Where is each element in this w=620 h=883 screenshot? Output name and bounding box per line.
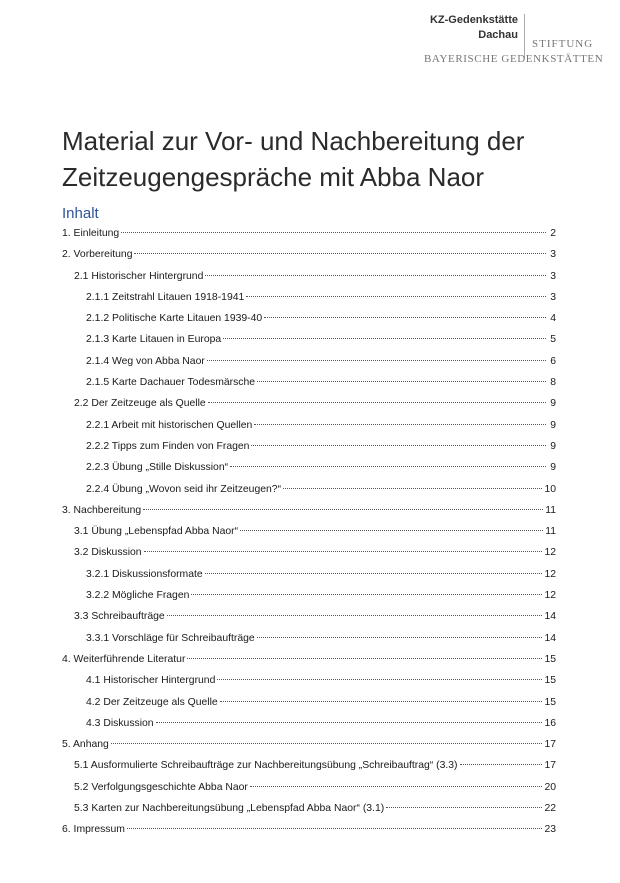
toc-entry[interactable]	[62, 308, 556, 329]
toc-entry[interactable]	[62, 606, 556, 627]
toc-leader	[250, 786, 543, 787]
toc-entry[interactable]	[62, 819, 556, 840]
toc-leader	[283, 488, 542, 489]
toc-entry[interactable]	[62, 777, 556, 798]
toc-entry-page: 20	[544, 781, 556, 793]
toc-entry[interactable]	[62, 734, 556, 755]
toc-entry-label: 2.2.1 Arbeit mit historischen Quellen	[86, 419, 253, 431]
toc-entry-page: 10	[544, 483, 556, 495]
toc-entry-label: 2.2.3 Übung „Stille Diskussion“	[86, 462, 229, 474]
toc-entry-page: 11	[545, 526, 556, 538]
toc-entry-page: 3	[550, 270, 556, 282]
toc-entry-label: 2.1.5 Karte Dachauer Todesmärsche	[86, 377, 256, 389]
toc-leader	[217, 679, 542, 680]
toc-entry-label: 3.3 Schreibaufträge	[74, 611, 165, 623]
toc-leader	[254, 424, 546, 425]
toc-entry-label: 4.1 Historischer Hintergrund	[86, 675, 216, 687]
toc-entry-page: 14	[544, 611, 556, 623]
toc-entry-page: 2	[550, 228, 556, 239]
toc-leader	[121, 232, 546, 233]
toc-entry[interactable]	[62, 244, 556, 265]
toc-leader	[205, 275, 546, 276]
toc-entry-label: 3.2 Diskussion	[74, 547, 142, 559]
toc-entry-label: 3.3.1 Vorschläge für Schreibaufträge	[86, 632, 255, 644]
toc-entry-page: 5	[550, 334, 556, 346]
logo-line-2: Dachau	[478, 29, 518, 41]
toc-leader	[257, 381, 546, 382]
toc-entry-label: 2. Vorbereitung	[62, 249, 133, 261]
toc-entry-label: 2.2.4 Übung „Wovon seid ihr Zeitzeugen?“	[86, 483, 282, 495]
toc-leader	[251, 445, 546, 446]
toc-entry-label: 4. Weiterführende Literatur	[62, 653, 186, 665]
toc-entry[interactable]	[62, 393, 556, 414]
toc-leader	[205, 573, 543, 574]
toc-leader	[240, 530, 543, 531]
toc-entry[interactable]	[62, 798, 556, 819]
toc-leader	[144, 551, 543, 552]
toc-leader	[220, 701, 543, 702]
toc-entry[interactable]	[62, 436, 556, 457]
logo-foundation-name: BAYERISCHE GEDENKSTÄTTEN	[424, 53, 604, 65]
toc-leader	[187, 658, 542, 659]
toc-entry-page: 6	[550, 355, 556, 367]
logo-divider	[524, 14, 525, 58]
toc-entry[interactable]	[62, 266, 556, 287]
toc-entry-page: 12	[544, 568, 556, 580]
toc-entry-label: 5.2 Verfolgungsgeschichte Abba Naor	[74, 781, 248, 793]
toc-entry-label: 3. Nachbereitung	[62, 504, 142, 516]
toc-entry-page: 3	[550, 291, 556, 303]
toc-entry-label: 1. Einleitung	[62, 228, 120, 239]
toc-entry-page: 12	[544, 590, 556, 602]
logo-line-1: KZ-Gedenkstätte	[429, 14, 518, 26]
toc-entry-label: 5.1 Ausformulierte Schreibaufträge zur Nachbereitungsübung „Schreibauftrag“ (3.3)	[74, 760, 458, 772]
toc-entry[interactable]	[62, 649, 556, 670]
toc-entry-page: 9	[550, 462, 556, 474]
toc-entry-label: 2.1.1 Zeitstrahl Litauen 1918-1941	[86, 291, 245, 303]
toc-entry[interactable]	[62, 415, 556, 436]
toc-leader	[167, 615, 543, 616]
toc-entry[interactable]	[62, 670, 556, 691]
toc-entry-label: 2.2.2 Tipps zum Finden von Fragen	[86, 440, 250, 452]
toc-entry-page: 14	[544, 632, 556, 644]
toc-entry[interactable]	[62, 542, 556, 563]
toc-entry[interactable]	[62, 329, 556, 350]
toc-leader	[264, 317, 546, 318]
toc-entry-label: 4.2 Der Zeitzeuge als Quelle	[86, 696, 218, 708]
toc-leader	[208, 402, 546, 403]
toc-heading: Inhalt	[62, 205, 99, 222]
toc-entry-label: 4.3 Diskussion	[86, 717, 154, 729]
toc-entry[interactable]	[62, 479, 556, 500]
toc-leader	[386, 807, 542, 808]
toc-entry-page: 17	[544, 739, 556, 751]
toc-entry[interactable]	[62, 351, 556, 372]
toc-leader	[460, 764, 543, 765]
toc-entry[interactable]	[62, 457, 556, 478]
toc-entry[interactable]	[62, 585, 556, 606]
table-of-contents	[62, 223, 556, 841]
toc-entry-page: 4	[550, 313, 556, 325]
toc-entry-page: 15	[544, 696, 556, 708]
toc-leader	[156, 722, 543, 723]
logo-stiftung: STIFTUNG	[532, 38, 594, 50]
toc-leader	[246, 296, 546, 297]
toc-entry[interactable]	[62, 713, 556, 734]
toc-leader	[127, 828, 543, 829]
toc-entry-page: 9	[550, 440, 556, 452]
toc-leader	[134, 253, 546, 254]
toc-entry-page: 3	[550, 249, 556, 261]
toc-entry-label: 6. Impressum	[62, 824, 125, 836]
toc-entry[interactable]	[62, 372, 556, 393]
toc-entry-page: 15	[544, 653, 556, 665]
toc-leader	[230, 466, 546, 467]
toc-entry-page: 11	[545, 504, 556, 516]
toc-entry-label: 2.1.2 Politische Karte Litauen 1939-40	[86, 313, 263, 325]
toc-entry[interactable]	[62, 564, 556, 585]
toc-leader	[207, 360, 546, 361]
toc-entry[interactable]	[62, 287, 556, 308]
toc-entry-label: 5. Anhang	[62, 739, 109, 751]
document-title: Material zur Vor- und Nachbereitung der Zeitzeugengespräche mit Abba Naor	[62, 126, 525, 193]
toc-entry-page: 15	[544, 675, 556, 687]
toc-leader	[191, 594, 542, 595]
toc-entry-label: 2.2 Der Zeitzeuge als Quelle	[74, 398, 206, 410]
foundation-logo	[420, 12, 610, 72]
toc-entry-page: 8	[550, 377, 556, 389]
toc-entry-label: 2.1.4 Weg von Abba Naor	[86, 355, 205, 367]
toc-entry-label: 2.1.3 Karte Litauen in Europa	[86, 334, 222, 346]
toc-entry-page: 16	[544, 717, 556, 729]
toc-entry-page: 22	[544, 803, 556, 815]
toc-entry-page: 23	[544, 824, 556, 836]
toc-entry-label: 5.3 Karten zur Nachbereitungsübung „Lebenspfad Abba Naor“ (3.1)	[74, 803, 385, 815]
toc-entry[interactable]	[62, 692, 556, 713]
toc-entry-label: 3.1 Übung „Lebenspfad Abba Naor“	[74, 526, 239, 538]
toc-leader	[143, 509, 543, 510]
toc-entry[interactable]	[62, 521, 556, 542]
toc-entry-label: 2.1 Historischer Hintergrund	[74, 270, 204, 282]
toc-entry-page: 9	[550, 398, 556, 410]
toc-entry-label: 3.2.1 Diskussionsformate	[86, 568, 203, 580]
toc-entry[interactable]	[62, 500, 556, 521]
toc-entry[interactable]	[62, 223, 556, 244]
toc-leader	[257, 637, 543, 638]
toc-entry[interactable]	[62, 755, 556, 776]
toc-entry-label: 3.2.2 Mögliche Fragen	[86, 590, 190, 602]
toc-leader	[223, 338, 546, 339]
toc-entry[interactable]	[62, 628, 556, 649]
toc-leader	[111, 743, 543, 744]
toc-entry-page: 17	[544, 760, 556, 772]
toc-entry-page: 9	[550, 419, 556, 431]
toc-entry-page: 12	[544, 547, 556, 559]
